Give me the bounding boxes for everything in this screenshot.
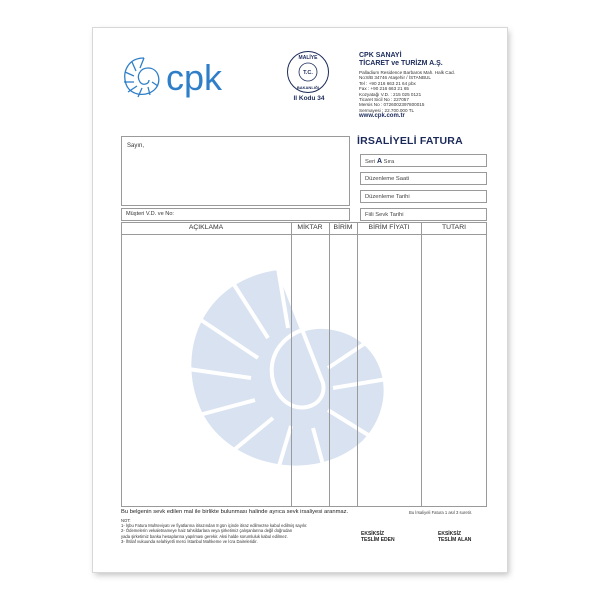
sira-label: Sıra xyxy=(383,159,395,165)
col-divider xyxy=(357,222,358,507)
note-line: 2- Ödemelerin vekaletnameye haiz tahsildarlara veya şirketimiz çalışanlarına değil doğrudan xyxy=(121,528,293,534)
shipment-date-label: Fiili Sevk Tarihi xyxy=(365,212,404,218)
company-name-line2: TİCARET ve TURİZM A.Ş. xyxy=(359,60,443,67)
stamp-bottom-text: BAKANLIĞI xyxy=(296,85,320,90)
col-divider xyxy=(329,222,330,507)
address-line2: No:8/B 34746 Ataşehir / İSTANBUL xyxy=(359,75,431,81)
seri-letter: A xyxy=(376,158,382,165)
items-table[interactable] xyxy=(121,222,487,507)
invoice-title: İRSALİYELİ FATURA xyxy=(357,135,463,147)
capital: Sermayesi : 22.700.000 TL xyxy=(359,107,415,113)
issue-time-field[interactable] xyxy=(360,172,487,185)
address-line1: Palladium Residence Barbaros Mah. Halk Cad. xyxy=(359,70,456,75)
delivered-by-line2: TESLİM EDEN xyxy=(361,537,395,543)
column-header-unit: BİRİM xyxy=(333,224,353,231)
mersis-number: Mersis No : 0726002397800015 xyxy=(359,102,425,108)
seri-prefix: Seri xyxy=(365,159,376,165)
copy-note: Bu İrsaliyeli Fatura 1 asıl 3 suretir. xyxy=(409,510,473,515)
fax: Fax : +90 216 663 21 65 xyxy=(359,86,409,92)
nautilus-logo-icon xyxy=(118,50,258,102)
company-name-line1: CPK SANAYİ xyxy=(359,52,402,59)
phone: Tel : +90 216 663 21 64 pbx xyxy=(359,80,416,86)
note-line: 3- İhtilaf vukuunda selahiyetli merci İstanbul Mahkeme ve İcra Daireleridir. xyxy=(121,538,258,544)
company-info xyxy=(359,52,504,120)
shipment-date-field[interactable] xyxy=(360,208,487,221)
terms-notes xyxy=(121,518,351,544)
stamp-top-text: MALİYE xyxy=(298,55,318,61)
cpk-logo xyxy=(118,50,258,102)
issue-date-label: Düzenleme Tarihi xyxy=(365,194,410,200)
column-header-unit-price: BİRİM FİYATI xyxy=(368,224,410,231)
customer-box[interactable] xyxy=(121,136,350,206)
trade-registry: Ticaret Sicil No : 227057 xyxy=(359,97,409,103)
note-line: 1- İşbu Fatura Muhteviyatı ve fiyatlarına itirazından 8 gün içinde itiraz edilmezse kabul edilmiş sayılır. xyxy=(121,523,308,529)
delivered-by-line1: EKSİKSİZ xyxy=(361,531,385,537)
logo-wordmark: cpk xyxy=(166,57,223,98)
column-header-quantity: MİKTAR xyxy=(297,224,323,231)
delivered-by xyxy=(361,531,395,543)
received-by-line2: TESLİM ALAN xyxy=(438,537,472,543)
website: www.cpk.com.tr xyxy=(359,113,405,120)
sayin-label: Sayın, xyxy=(127,143,145,149)
received-by-line1: EKSİKSİZ xyxy=(438,531,462,537)
note-line: yada şirketimiz banka hesaplarına yapılması gerekir. Aksi halde sorumluluk kabul edilmez. xyxy=(121,533,288,539)
customer-tax-label: Müşteri V.D. ve No: xyxy=(126,211,174,217)
issue-time-label: Düzenleme Saati xyxy=(365,176,410,182)
column-header-description: AÇIKLAMA xyxy=(188,224,224,231)
notes-title: NOT: xyxy=(121,518,131,523)
invoice-sheet xyxy=(93,28,507,572)
tax-office: Kozyatağı V.D. : 215 025 0121 xyxy=(359,91,422,97)
column-header-total: TUTARI xyxy=(441,224,467,231)
received-by xyxy=(438,531,471,543)
seri-sira-field[interactable] xyxy=(360,154,487,167)
col-divider xyxy=(421,222,422,507)
issue-date-field[interactable] xyxy=(360,190,487,203)
customer-tax-box[interactable] xyxy=(121,208,350,221)
waybill-note: Bu belgenin sevk edilen mal ile birlikte bulunması halinde ayrıca sevk irsaliyesi aranmaz. xyxy=(121,509,349,515)
ministry-stamp xyxy=(286,50,330,94)
table-header-line xyxy=(121,234,487,235)
province-code: Il Kodu 34 xyxy=(293,95,325,102)
stamp-mid-text: T.C. xyxy=(303,70,313,76)
col-divider xyxy=(291,222,292,507)
